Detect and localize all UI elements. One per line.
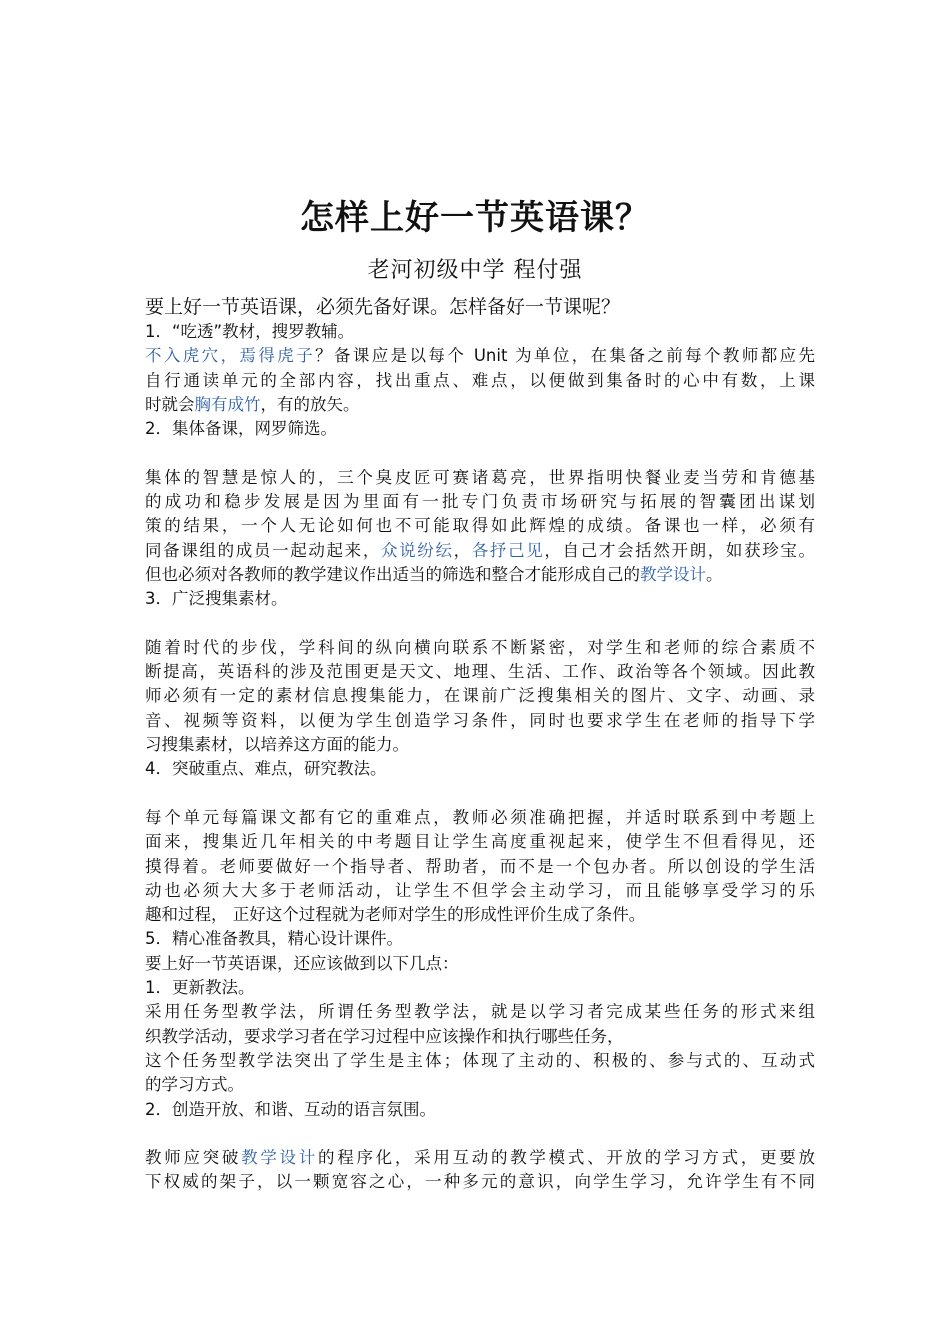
paragraph-line: 摸得着。老师要做好一个指导者、帮助者，而不是一个包办者。所以创设的学生活 bbox=[145, 856, 815, 876]
paragraph-line bbox=[145, 344, 815, 368]
text-run: 但也必须对各教师的教学建议作出适当的筛选和整合才能形成自己的 bbox=[145, 564, 640, 584]
paragraph-line: 习搜集素材，以培养这方面的能力。 bbox=[145, 735, 409, 755]
idiom-link[interactable]: 不入虎穴，焉得虎子 bbox=[145, 346, 316, 366]
paragraph-line: 随着时代的步伐，学科间的纵向横向联系不断紧密，对学生和老师的综合素质不 bbox=[145, 637, 815, 657]
idiom-link[interactable]: 众说纷纭 bbox=[381, 540, 454, 560]
paragraph-line: 音、视频等资料，以便为学生创造学习条件，同时也要求学生在老师的指导下学 bbox=[145, 710, 815, 730]
blank-line bbox=[145, 441, 815, 465]
text-run: 教师应突破 bbox=[145, 1148, 242, 1168]
lead-question: 要上好一节英语课，必须先备好课。怎样备好一节课呢？ bbox=[145, 296, 621, 318]
text-run: ， bbox=[453, 540, 472, 560]
paragraph-line: 师必须有一定的素材信息搜集能力，在课前广泛搜集相关的图片、文字、动画、录 bbox=[145, 686, 815, 706]
paragraph-line: 集体的智慧是惊人的，三个臭皮匠可赛诸葛亮，世界指明快餐业麦当劳和肯德基 bbox=[145, 467, 815, 487]
text-run: ，有的放矢。 bbox=[260, 394, 360, 414]
teaching-design-link[interactable]: 教学设计 bbox=[640, 564, 706, 584]
paragraph-line: 的成功和稳步发展是因为里面有一批专门负责市场研究与拓展的智囊团出谋划 bbox=[145, 492, 815, 512]
teaching-design-link[interactable]: 教学设计 bbox=[241, 1148, 318, 1168]
paragraph-line: 自行通读单元的全部内容，找出重点、难点，以便做到集备时的心中有数，上课 bbox=[145, 370, 815, 390]
document-body bbox=[145, 294, 815, 1195]
paragraph-line: 策的结果，一个人无论如何也不可能取得如此辉煌的成绩。备课也一样，必须有 bbox=[145, 516, 815, 536]
blank-line bbox=[145, 782, 815, 806]
paragraph-line: 织教学活动，要求学习者在学习过程中应该操作和执行哪些任务， bbox=[145, 1026, 624, 1046]
idiom-link[interactable]: 胸有成竹 bbox=[194, 394, 261, 414]
text-run: ，自己才会括然开朗，如获珍宝。 bbox=[544, 540, 816, 560]
section-heading: 3．广泛搜集素材。 bbox=[145, 589, 288, 609]
paragraph-line: 每个单元每篇课文都有它的重难点，教师必须准确把握，并适时联系到中考题上 bbox=[145, 807, 815, 827]
document-title: 怎样上好一节英语课？ bbox=[300, 198, 650, 238]
text-run: 。 bbox=[706, 564, 723, 584]
body-text bbox=[145, 320, 815, 1195]
text-run: ？备课应是以每个 Unit 为单位，在集备之前每个教师都应先 bbox=[315, 346, 816, 366]
paragraph-line: 的学习方式。 bbox=[145, 1075, 244, 1095]
section-heading: 1．“吃透”教材，搜罗教辅。 bbox=[145, 322, 355, 341]
blank-line bbox=[145, 1122, 815, 1146]
text-run: 同备课组的成员一起动起来， bbox=[145, 540, 381, 560]
section-heading: 5．精心准备教具，精心设计课件。 bbox=[145, 929, 403, 949]
paragraph-line: 趣和过程， 正好这个过程就为老师对学生的形成性评价生成了条件。 bbox=[145, 905, 646, 925]
section-heading: 1．更新教法。 bbox=[145, 978, 255, 998]
idiom-link[interactable]: 各抒己见 bbox=[471, 540, 545, 560]
paragraph-line: 采用任务型教学法，所谓任务型教学法，就是以学习者完成某些任务的形式来组 bbox=[145, 1002, 815, 1022]
blank-line bbox=[145, 612, 815, 636]
section-heading: 2．创造开放、和谐、互动的语言氛围。 bbox=[145, 1099, 436, 1119]
paragraph-line bbox=[145, 563, 815, 587]
paragraph-line bbox=[145, 393, 815, 417]
paragraph-line bbox=[145, 539, 815, 563]
paragraph-line: 动也必须大大多于老师活动，让学生不但学会主动学习，而且能够享受学习的乐 bbox=[145, 880, 815, 900]
paragraph-line: 面来，搜集近几年相关的中考题目让学生高度重视起来，使学生不但看得见，还 bbox=[145, 832, 815, 852]
paragraph-line: 断提高，英语科的涉及范围更是天文、地理、生活、工作、政治等各个领域。因此教 bbox=[145, 662, 815, 682]
paragraph-line: 下权威的架子，以一颗宽容之心，一种多元的意识，向学生学习，允许学生有不同 bbox=[145, 1172, 815, 1192]
section-heading: 2．集体备课，网罗筛选。 bbox=[145, 419, 337, 439]
paragraph-line: 这个任务型教学法突出了学生是主体；体现了主动的、积极的、参与式的、互动式 bbox=[145, 1050, 815, 1070]
section-heading: 4．突破重点、难点，研究教法。 bbox=[145, 759, 387, 779]
document-author: 老河初级中学 程付强 bbox=[367, 258, 583, 283]
text-run: 的程序化，采用互动的教学模式、开放的学习方式，更要放 bbox=[318, 1148, 816, 1168]
paragraph-line bbox=[145, 1146, 815, 1170]
part2-intro: 要上好一节英语课，还应该做到以下几点： bbox=[145, 953, 459, 973]
text-run: 时就会 bbox=[145, 394, 195, 414]
